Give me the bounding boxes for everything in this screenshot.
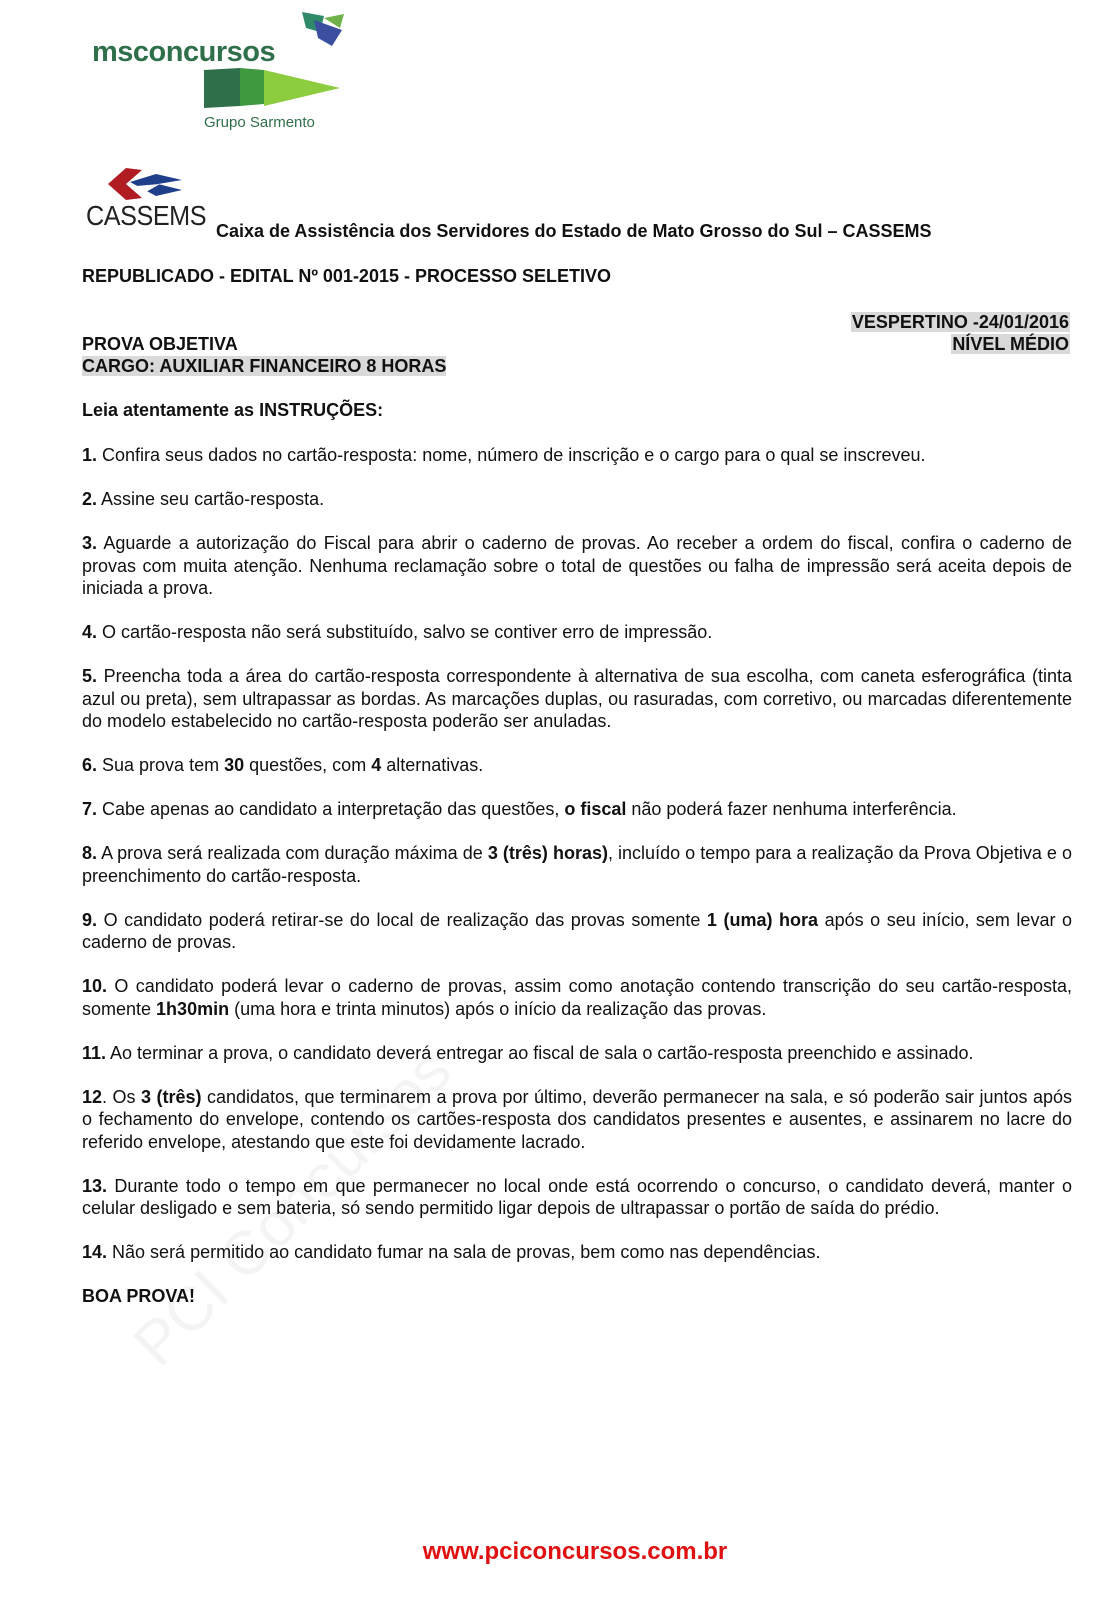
- instruction-number: 7.: [82, 799, 98, 819]
- session-date: VESPERTINO -24/01/2016: [851, 312, 1069, 332]
- instruction-number: 8.: [82, 843, 98, 863]
- instruction-item: [82, 754, 1072, 777]
- instruction-text: (uma hora e trinta minutos) após o início da realização das provas.: [229, 998, 767, 1019]
- exam-position: CARGO: AUXILIAR FINANCEIRO 8 HORAS: [82, 356, 447, 376]
- instruction-text: Ao terminar a prova, o candidato deverá entregar ao fiscal de sala o cartão-resposta preenchido e assinado.: [106, 1042, 974, 1063]
- instruction-item: [82, 798, 1072, 821]
- instruction-number: 3.: [82, 533, 98, 553]
- instruction-text: não poderá fazer nenhuma interferência.: [626, 799, 957, 819]
- instruction-emphasis: 30: [224, 755, 245, 775]
- instruction-item: [82, 909, 1072, 954]
- instruction-number: 2.: [82, 489, 98, 509]
- instruction-text: Assine seu cartão-resposta.: [97, 489, 325, 509]
- msconcursos-logo: [92, 10, 352, 135]
- exam-type: PROVA OBJETIVA: [82, 334, 238, 354]
- exam-info-block: [82, 333, 446, 377]
- instruction-text: , incluído o tempo para a realização da Prova Objetiva e o preenchimento do cartão-resposta.: [82, 843, 1072, 886]
- instruction-item: [82, 975, 1072, 1020]
- instruction-emphasis: 4: [371, 755, 382, 775]
- instruction-item: [82, 1086, 1072, 1154]
- instruction-item: [82, 488, 1072, 511]
- instruction-text: Preencha toda a área do cartão-resposta correspondente à alternativa de sua escolha, com caneta esferográfica (tinta azul ou preta), sem ultrapassar as bordas. As marcações duplas, ou rasuradas, com corretivo, ou marcadas diferentemente do modelo estabelecido no cartão-resposta poderão ser anuladas.: [82, 666, 1072, 731]
- msconcursos-subtitle: Grupo Sarmento: [204, 114, 315, 131]
- instruction-text: A prova será realizada com duração máxima de: [97, 843, 488, 863]
- msconcursos-wordmark: msconcursos: [92, 36, 276, 68]
- instruction-emphasis: 3 (três) horas): [487, 843, 608, 863]
- instruction-number: 6.: [82, 755, 98, 775]
- instruction-text: Não será permitido ao candidato fumar na sala de provas, bem como nas dependências.: [107, 1242, 821, 1262]
- instruction-emphasis: o fiscal: [564, 799, 627, 819]
- instruction-text: questões, com: [244, 755, 372, 775]
- instruction-item: [82, 621, 1072, 644]
- instruction-number: 11.: [82, 1042, 107, 1063]
- instructions-list: [82, 444, 1072, 1308]
- footer-url: www.pciconcursos.com.br: [422, 1538, 728, 1565]
- instruction-emphasis: 1h30min: [156, 998, 230, 1019]
- instruction-text: Aguarde a autorização do Fiscal para abrir o caderno de provas. Ao receber a ordem do fiscal, confira o caderno de provas com muita atenção. Nenhuma reclamação sobre o total de questões ou falha de impressão será aceita depois de iniciada a prova.: [82, 533, 1072, 598]
- instruction-number: 13.: [82, 1175, 108, 1196]
- instruction-item: [82, 665, 1072, 733]
- instruction-item: [82, 532, 1072, 600]
- instruction-number: 5.: [82, 666, 98, 686]
- instruction-text: candidatos, que terminarem a prova por último, deverão permanecer na sala, e só poderão sair juntos após o fechamento do envelope, contendo os cartões-resposta dos candidatos presentes e ausentes, e assinarem no lacre do referido envelope, atestando que este foi devidamente lacrado.: [82, 1086, 1072, 1152]
- instruction-item: [82, 842, 1072, 887]
- instruction-text: O cartão-resposta não será substituído, salvo se contiver erro de impressão.: [97, 622, 713, 642]
- instruction-item: [82, 1175, 1072, 1220]
- instruction-number: 9.: [82, 909, 98, 930]
- instruction-number: 4.: [82, 622, 98, 642]
- instruction-number: 14.: [82, 1242, 108, 1262]
- instruction-text: . Os: [102, 1086, 141, 1107]
- closing-message: BOA PROVA!: [82, 1286, 196, 1306]
- instruction-text: Confira seus dados no cartão-resposta: nome, número de inscrição e o cargo para o qual se inscreveu.: [97, 445, 926, 465]
- instructions-heading: Leia atentamente as INSTRUÇÕES:: [82, 400, 384, 420]
- instruction-text: após o seu início, sem levar o caderno de provas.: [82, 909, 1073, 952]
- instruction-number: 12: [82, 1086, 103, 1107]
- exam-level: NÍVEL MÉDIO: [952, 334, 1069, 354]
- instruction-number: 10.: [82, 976, 108, 996]
- instruction-emphasis: 3 (três): [140, 1086, 202, 1107]
- edital-title: REPUBLICADO - EDITAL Nº 001-2015 - PROCESSO SELETIVO: [82, 266, 612, 286]
- exam-session-block: [851, 311, 1070, 355]
- instruction-text: alternativas.: [381, 755, 484, 775]
- instruction-text: O candidato poderá levar o caderno de provas, assim como anotação contendo transcrição do seu cartão-resposta, somente: [82, 976, 1072, 1019]
- instruction-item: [82, 444, 1072, 467]
- cassems-wordmark: CASSEMS: [86, 200, 207, 231]
- instruction-text: Sua prova tem: [97, 755, 225, 775]
- instruction-number: 1.: [82, 445, 98, 465]
- instruction-item: [82, 1042, 1072, 1065]
- instruction-emphasis: 1 (uma) hora: [706, 909, 819, 930]
- organization-title: Caixa de Assistência dos Servidores do Estado de Mato Grosso do Sul – CASSEMS: [216, 221, 932, 241]
- cassems-logo: [86, 166, 212, 238]
- instruction-text: Durante todo o tempo em que permanecer no local onde está ocorrendo o concurso, o candidato deverá, manter o celular desligado e sem bateria, só sendo permitido ligar depois de ultrapassar o portão de saída do prédio.: [82, 1175, 1072, 1218]
- instruction-text: Cabe apenas ao candidato a interpretação das questões,: [97, 799, 565, 819]
- instruction-text: O candidato poderá retirar-se do local de realização das provas somente: [97, 909, 707, 930]
